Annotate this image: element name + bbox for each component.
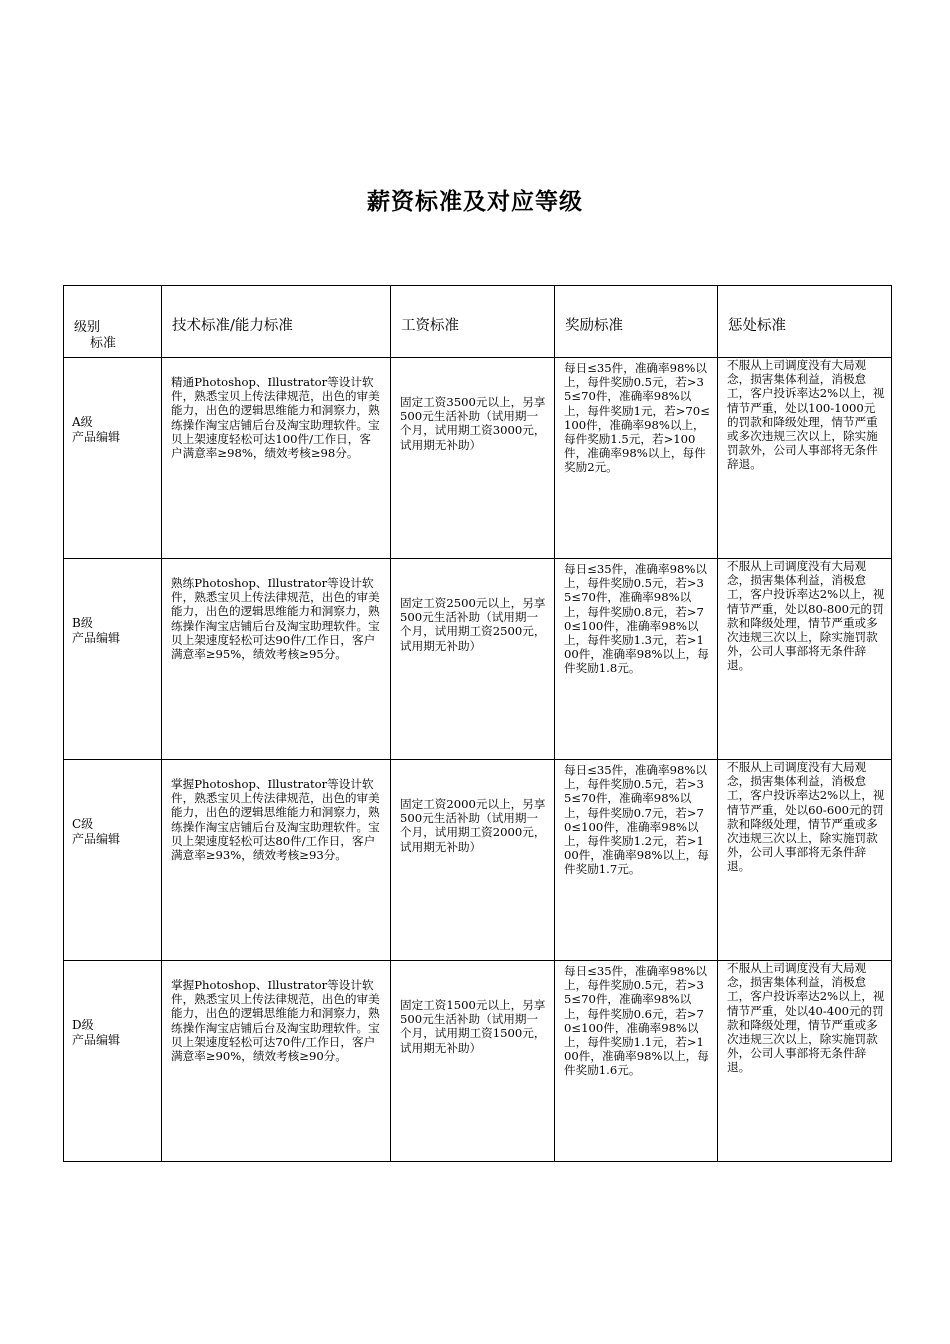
role-label: 产品编辑 bbox=[72, 832, 121, 846]
reward-standard-cell: 每日≤35件，准确率98%以上，每件奖励0.5元，若>35≤70件，准确率98%以上，每件奖励0.8元，若>70≤100件，准确率98%以上，每件奖励1.3元，若>100件，准确率98%以上，每件奖励1.8元。 bbox=[555, 559, 718, 760]
page-title: 薪资标准及对应等级 bbox=[367, 188, 583, 215]
role-label: 产品编辑 bbox=[72, 631, 121, 645]
corner-label-standard: 标准 bbox=[90, 336, 117, 351]
table-row bbox=[64, 760, 892, 961]
level-cell bbox=[64, 760, 162, 961]
tech-standard-cell: 掌握Photoshop、Illustrator等设计软件，熟悉宝贝上传法律规范，出色的审美能力，出色的逻辑思维能力和洞察力，熟练操作淘宝店铺后台及淘宝助理软件。宝贝上架速度轻松可达80件/工作日，客户满意率≥93%，绩效考核≥93分。 bbox=[162, 760, 391, 961]
table-row bbox=[64, 358, 892, 559]
penalty-standard-cell: 不服从上司调度没有大局观念，损害集体利益，消极怠工，客户投诉率达2%以上，视情节严重，处以60-600元的罚款和降级处理，情节严重或多次违规三次以上，除实施罚款外，公司人事部将无条件辞退。 bbox=[718, 760, 892, 961]
level-cell bbox=[64, 559, 162, 760]
wage-standard-cell: 固定工资1500元以上，另享500元生活补助（试用期一个月，试用期工资1500元，试用期无补助） bbox=[391, 961, 555, 1162]
header-cell-reward bbox=[555, 286, 718, 358]
wage-standard-cell: 固定工资3500元以上，另享500元生活补助（试用期一个月，试用期工资3000元，试用期无补助） bbox=[391, 358, 555, 559]
tech-standard-cell: 熟练Photoshop、Illustrator等设计软件，熟悉宝贝上传法律规范，出色的审美能力，出色的逻辑思维能力和洞察力，熟练操作淘宝店铺后台及淘宝助理软件。宝贝上架速度轻松可达90件/工作日，客户满意率≥95%，绩效考核≥95分。 bbox=[162, 559, 391, 760]
penalty-standard-cell: 不服从上司调度没有大局观念，损害集体利益，消极怠工，客户投诉率达2%以上，视情节严重，处以80-800元的罚款和降级处理，情节严重或多次违规三次以上，除实施罚款外，公司人事部将无条件辞退。 bbox=[718, 559, 892, 760]
header-tech: 技术标准/能力标准 bbox=[172, 318, 293, 334]
level-label: C级 bbox=[72, 817, 94, 831]
corner-label-level: 级别 bbox=[74, 320, 101, 335]
table-row bbox=[64, 559, 892, 760]
role-label: 产品编辑 bbox=[72, 430, 121, 444]
salary-table bbox=[63, 285, 892, 1162]
header-cell-tech bbox=[162, 286, 391, 358]
penalty-standard-cell: 不服从上司调度没有大局观念，损害集体利益，消极怠工，客户投诉率达2%以上，视情节严重，处以40-400元的罚款和降级处理，情节严重或多次违规三次以上，除实施罚款外，公司人事部将无条件辞退。 bbox=[718, 961, 892, 1162]
level-cell bbox=[64, 358, 162, 559]
corner-header-cell bbox=[64, 286, 162, 358]
level-label: D级 bbox=[72, 1018, 94, 1032]
reward-standard-cell: 每日≤35件，准确率98%以上，每件奖励0.5元，若>35≤70件，准确率98%以上，每件奖励1元，若>70≤100件，准确率98%以上，每件奖励1.5元，若>100件，准确率98%以上，每件奖励2元。 bbox=[555, 358, 718, 559]
penalty-standard-cell: 不服从上司调度没有大局观念，损害集体利益，消极怠工，客户投诉率达2%以上，视情节严重，处以100-1000元的罚款和降级处理，情节严重或多次违规三次以上，除实施罚款外，公司人事部将无条件辞退。 bbox=[718, 358, 892, 559]
reward-standard-cell: 每日≤35件，准确率98%以上，每件奖励0.5元，若>35≤70件，准确率98%以上，每件奖励0.7元，若>70≤100件，准确率98%以上，每件奖励1.2元，若>100件，准确率98%以上，每件奖励1.7元。 bbox=[555, 760, 718, 961]
header-wage: 工资标准 bbox=[401, 318, 459, 334]
table-header-row bbox=[64, 286, 892, 358]
tech-standard-cell: 掌握Photoshop、Illustrator等设计软件，熟悉宝贝上传法律规范，出色的审美能力，出色的逻辑思维能力和洞察力，熟练操作淘宝店铺后台及淘宝助理软件。宝贝上架速度轻松可达70件/工作日，客户满意率≥90%，绩效考核≥90分。 bbox=[162, 961, 391, 1162]
header-cell-wage bbox=[391, 286, 555, 358]
header-reward: 奖励标准 bbox=[565, 318, 623, 334]
tech-standard-cell: 精通Photoshop、Illustrator等设计软件，熟悉宝贝上传法律规范，出色的审美能力，出色的逻辑思维能力和洞察力，熟练操作淘宝店铺后台及淘宝助理软件。宝贝上架速度轻松可达100件/工作日，客户满意率≥98%，绩效考核≥98分。 bbox=[162, 358, 391, 559]
wage-standard-cell: 固定工资2000元以上，另享500元生活补助（试用期一个月，试用期工资2000元，试用期无补助） bbox=[391, 760, 555, 961]
table-row bbox=[64, 961, 892, 1162]
level-cell bbox=[64, 961, 162, 1162]
wage-standard-cell: 固定工资2500元以上，另享500元生活补助（试用期一个月，试用期工资2500元，试用期无补助） bbox=[391, 559, 555, 760]
role-label: 产品编辑 bbox=[72, 1033, 121, 1047]
header-cell-penalty bbox=[718, 286, 892, 358]
level-label: A级 bbox=[72, 415, 93, 429]
level-label: B级 bbox=[72, 616, 93, 630]
header-penalty: 惩处标准 bbox=[728, 318, 786, 334]
reward-standard-cell: 每日≤35件，准确率98%以上，每件奖励0.5元，若>35≤70件，准确率98%以上，每件奖励0.6元，若>70≤100件，准确率98%以上，每件奖励1.1元，若>100件，准确率98%以上，每件奖励1.6元。 bbox=[555, 961, 718, 1162]
